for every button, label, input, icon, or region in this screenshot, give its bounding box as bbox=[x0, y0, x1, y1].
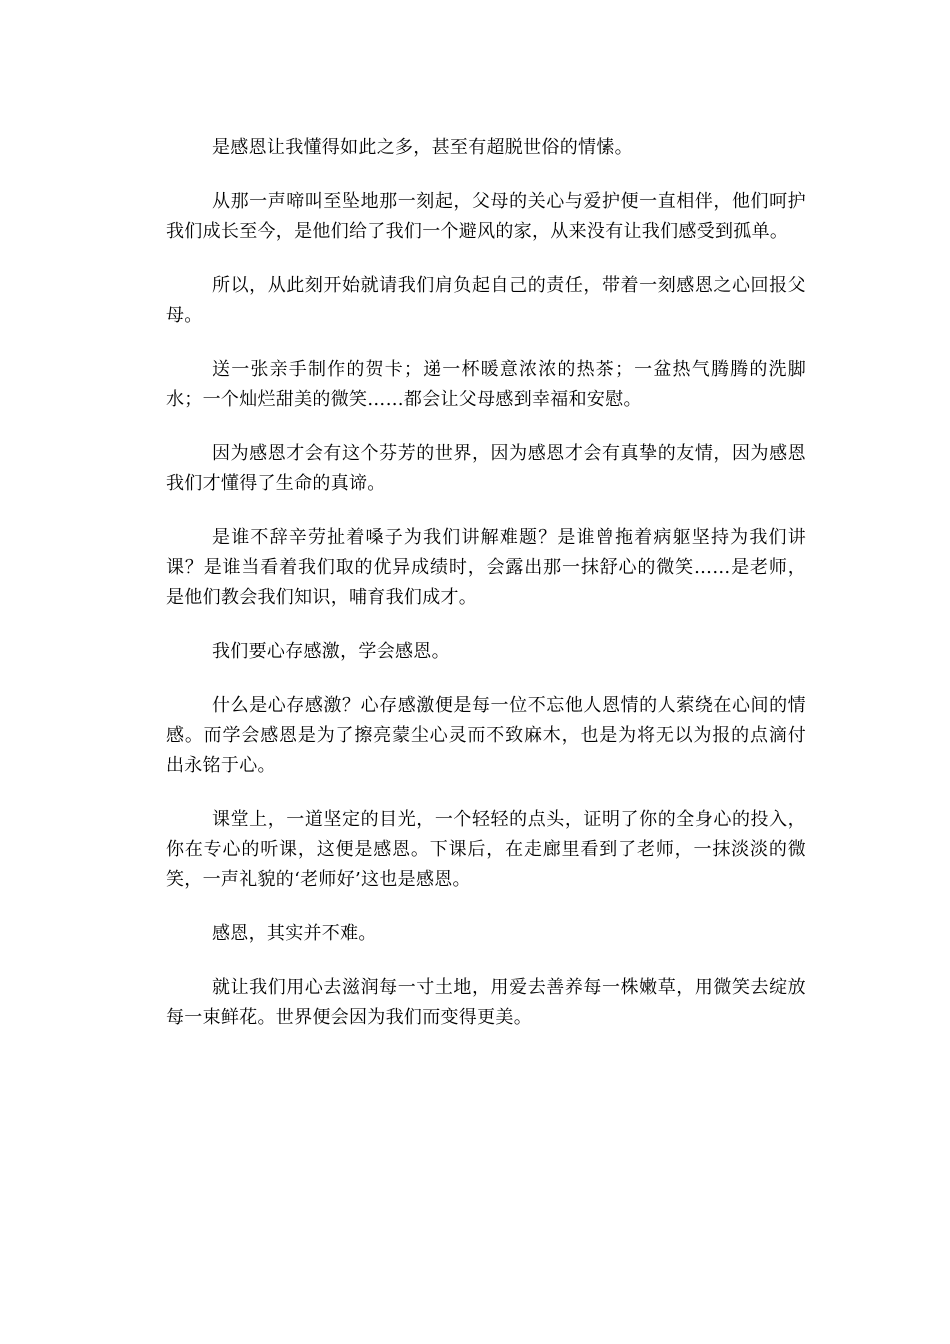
paragraph-8: 什么是心存感激？心存感激便是每一位不忘他人恩情的人萦绕在心间的情感。而学会感恩是为了擦亮蒙尘心灵而不致麻木，也是为将无以为报的点滴付出永铭于心。 bbox=[166, 695, 806, 776]
document-body bbox=[166, 133, 806, 1057]
paragraph-6: 是谁不辞辛劳扯着嗓子为我们讲解难题？是谁曾拖着病躯坚持为我们讲课？是谁当看着我们取的优异成绩时，会露出那一抹舒心的微笑……是老师，是他们教会我们知识，哺育我们成才。 bbox=[166, 527, 806, 608]
paragraph-1: 是感恩让我懂得如此之多，甚至有超脱世俗的情愫。 bbox=[212, 137, 633, 158]
paragraph-3: 所以，从此刻开始就请我们肩负起自己的责任，带着一刻感恩之心回报父母。 bbox=[166, 275, 806, 326]
paragraph-11: 就让我们用心去滋润每一寸土地，用爱去善养每一株嫩草，用微笑去绽放每一束鲜花。世界便会因为我们而变得更美。 bbox=[166, 977, 806, 1028]
paragraph-2: 从那一声啼叫至坠地那一刻起，父母的关心与爱护便一直相伴，他们呵护我们成长至今，是他们给了我们一个避风的家，从来没有让我们感受到孤单。 bbox=[166, 191, 806, 242]
paragraph-7: 我们要心存感激，学会感恩。 bbox=[212, 641, 450, 662]
paragraph-4: 送一张亲手制作的贺卡；递一杯暖意浓浓的热茶；一盆热气腾腾的洗脚水；一个灿烂甜美的微笑……都会让父母感到幸福和安慰。 bbox=[166, 359, 806, 410]
paragraph-9: 课堂上，一道坚定的目光，一个轻轻的点头，证明了你的全身心的投入，你在专心的听课，这便是感恩。下课后，在走廊里看到了老师，一抹淡淡的微笑，一声礼貌的‘老师好’这也是感恩。 bbox=[166, 809, 806, 890]
paragraph-5: 因为感恩才会有这个芬芳的世界，因为感恩才会有真挚的友情，因为感恩我们才懂得了生命的真谛。 bbox=[166, 443, 806, 494]
paragraph-10: 感恩，其实并不难。 bbox=[212, 923, 377, 944]
